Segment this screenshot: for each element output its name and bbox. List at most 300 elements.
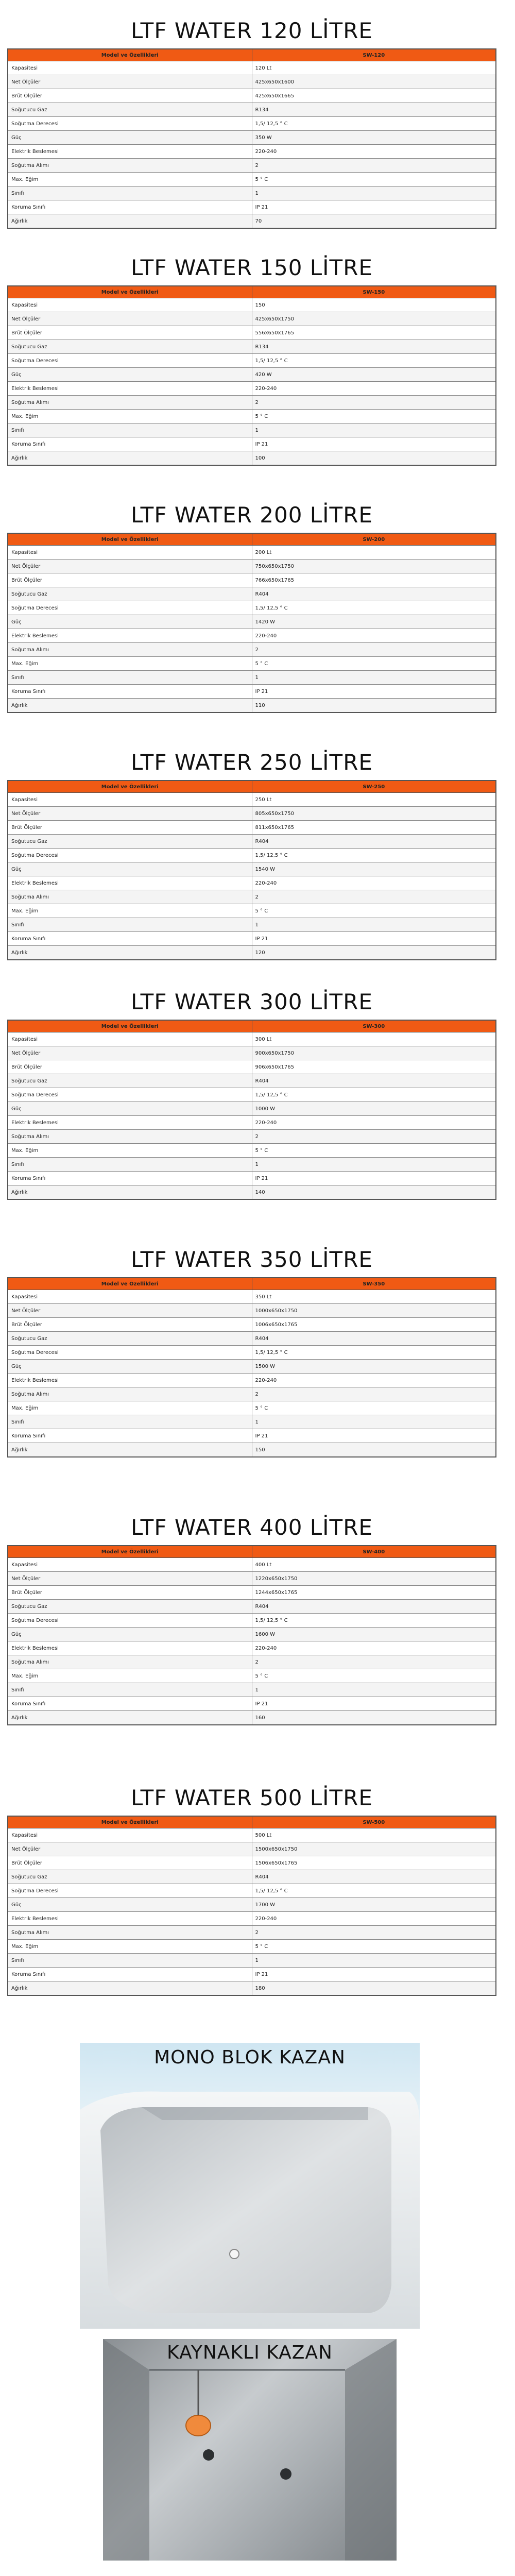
spec-table [7,1816,496,1996]
spec-value: 500 Lt [252,1828,496,1842]
spec-label: Güç [8,1628,252,1641]
table-row [8,573,496,587]
spec-value: R404 [252,835,496,849]
spec-value: 5 ° C [252,1940,496,1954]
spec-value: IP 21 [252,1172,496,1185]
table-row [8,876,496,890]
section-title: LTF WATER 250 LİTRE [131,750,373,775]
spec-section-300 [7,987,496,1200]
spec-value: IP 21 [252,1429,496,1443]
spec-label: Elektrik Beslemesi [8,1374,252,1387]
float-ball-icon [186,2415,211,2436]
table-row [8,685,496,699]
spec-value: 420 W [252,368,496,382]
spec-label: Soğutma Derecesi [8,1088,252,1102]
spec-value: 220-240 [252,1374,496,1387]
header-model-features: Model ve Özellikleri [8,1278,252,1290]
spec-label: Güç [8,1898,252,1912]
spec-label: Brüt Ölçüler [8,1318,252,1332]
spec-label: Soğutma Derecesi [8,601,252,615]
spec-label: Kapasitesi [8,61,252,75]
spec-value: 100 [252,451,496,466]
spec-label: Net Ölçüler [8,1842,252,1856]
outlet-icon [203,2449,214,2461]
spec-value: 2 [252,1655,496,1669]
spec-value: 350 W [252,131,496,145]
table-row [8,312,496,326]
spec-value: IP 21 [252,437,496,451]
spec-value: 5 ° C [252,1144,496,1158]
spec-table [7,1277,496,1458]
spec-label: Koruma Sınıfı [8,932,252,946]
table-row [8,396,496,410]
spec-label: Sınıfı [8,1683,252,1697]
spec-label: Soğutma Derecesi [8,849,252,862]
spec-value: 5 ° C [252,173,496,187]
spec-value: 300 Lt [252,1032,496,1046]
table-row [8,89,496,103]
table-row [8,340,496,354]
spec-label: Net Ölçüler [8,1572,252,1586]
table-row [8,437,496,451]
header-model-code: SW-500 [252,1816,496,1828]
table-row [8,1968,496,1981]
table-row [8,1374,496,1387]
spec-label: Soğutma Alımı [8,643,252,657]
spec-label: Soğutma Alımı [8,1387,252,1401]
spec-label: Elektrik Beslemesi [8,876,252,890]
table-row [8,671,496,685]
spec-label: Güç [8,131,252,145]
spec-value: R404 [252,1600,496,1614]
table-row [8,1711,496,1725]
spec-label: Soğutucu Gaz [8,1332,252,1346]
table-row [8,1443,496,1458]
table-row [8,1032,496,1046]
header-model-code: SW-300 [252,1020,496,1032]
spec-label: Soğutma Derecesi [8,1346,252,1360]
spec-value: 1500 W [252,1360,496,1374]
spec-value: 250 Lt [252,793,496,807]
spec-label: Elektrik Beslemesi [8,145,252,159]
spec-label: Net Ölçüler [8,807,252,821]
table-row [8,1683,496,1697]
table-row [8,187,496,200]
spec-value: 1506x650x1765 [252,1856,496,1870]
spec-label: Soğutma Derecesi [8,1884,252,1898]
spec-value: 70 [252,214,496,229]
spec-value: 5 ° C [252,657,496,671]
header-model-code: SW-250 [252,781,496,793]
spec-section-200 [7,500,496,713]
table-row [8,1697,496,1711]
header-model-features: Model ve Özellikleri [8,781,252,793]
spec-value: 220-240 [252,1641,496,1655]
mono-blok-kazan-photo [80,2043,420,2329]
table-row [8,918,496,932]
spec-value: 2 [252,890,496,904]
spec-label: Ağırlık [8,946,252,960]
spec-value: 1600 W [252,1628,496,1641]
spec-value: 120 [252,946,496,960]
table-row [8,1429,496,1443]
table-row [8,1102,496,1116]
photo-title: KAYNAKLI KAZAN [167,2342,333,2363]
header-model-features: Model ve Özellikleri [8,533,252,546]
spec-label: Brüt Ölçüler [8,1586,252,1600]
table-row [8,1387,496,1401]
spec-value: 1000x650x1750 [252,1304,496,1318]
spec-value: 1 [252,1158,496,1172]
table-row [8,862,496,876]
table-row [8,117,496,131]
spec-table [7,780,496,960]
table-row [8,1912,496,1926]
spec-label: Sınıfı [8,423,252,437]
table-row [8,1088,496,1102]
spec-value: 1,5/ 12,5 ° C [252,117,496,131]
spec-value: 1244x650x1765 [252,1586,496,1600]
spec-value: 150 [252,1443,496,1458]
spec-table [7,533,496,713]
table-row [8,1290,496,1304]
spec-label: Brüt Ölçüler [8,821,252,835]
table-row [8,932,496,946]
spec-label: Kapasitesi [8,793,252,807]
spec-table [7,1545,496,1725]
table-row [8,1572,496,1586]
spec-value: 1,5/ 12,5 ° C [252,1088,496,1102]
table-row [8,1981,496,1996]
table-row [8,587,496,601]
table-row [8,423,496,437]
spec-label: Ağırlık [8,1443,252,1458]
spec-value: 1,5/ 12,5 ° C [252,1346,496,1360]
spec-value: 556x650x1765 [252,326,496,340]
spec-value: 1,5/ 12,5 ° C [252,354,496,368]
table-row [8,1401,496,1415]
table-row [8,1641,496,1655]
table-row [8,946,496,960]
header-model-features: Model ve Özellikleri [8,49,252,61]
table-row [8,410,496,423]
spec-label: Elektrik Beslemesi [8,1912,252,1926]
spec-value: 1 [252,1683,496,1697]
table-row [8,1614,496,1628]
header-model-code: SW-120 [252,49,496,61]
spec-label: Brüt Ölçüler [8,1856,252,1870]
header-model-features: Model ve Özellikleri [8,1546,252,1558]
spec-value: IP 21 [252,1968,496,1981]
spec-value: IP 21 [252,200,496,214]
spec-label: Soğutma Alımı [8,159,252,173]
spec-label: Ağırlık [8,214,252,229]
spec-value: 110 [252,699,496,713]
table-row [8,1304,496,1318]
spec-label: Max. Eğim [8,657,252,671]
spec-value: 220-240 [252,145,496,159]
spec-label: Kapasitesi [8,546,252,560]
table-row [8,1074,496,1088]
table-row [8,601,496,615]
table-row [8,1172,496,1185]
table-row [8,849,496,862]
section-title: LTF WATER 200 LİTRE [131,502,373,528]
spec-section-400 [7,1512,496,1725]
spec-section-120 [7,15,496,229]
spec-label: Koruma Sınıfı [8,685,252,699]
spec-value: 200 Lt [252,546,496,560]
spec-value: 805x650x1750 [252,807,496,821]
table-row [8,1558,496,1572]
spec-table [7,1020,496,1200]
table-row [8,451,496,466]
spec-value: 1 [252,918,496,932]
table-row [8,1046,496,1060]
table-row [8,1415,496,1429]
drain-hole-icon [230,2249,239,2259]
header-model-features: Model ve Özellikleri [8,1020,252,1032]
spec-value: 1,5/ 12,5 ° C [252,1884,496,1898]
table-row [8,75,496,89]
section-title: LTF WATER 400 LİTRE [131,1515,373,1540]
spec-label: Max. Eğim [8,410,252,423]
spec-section-500 [7,1783,496,1996]
header-model-code: SW-400 [252,1546,496,1558]
spec-value: 120 Lt [252,61,496,75]
table-row [8,159,496,173]
spec-label: Brüt Ölçüler [8,1060,252,1074]
header-model-code: SW-150 [252,286,496,298]
spec-label: Ağırlık [8,699,252,713]
header-model-features: Model ve Özellikleri [8,286,252,298]
table-row [8,807,496,821]
spec-label: Kapasitesi [8,1558,252,1572]
table-row [8,1669,496,1683]
table-row [8,1870,496,1884]
spec-value: 5 ° C [252,410,496,423]
spec-value: 220-240 [252,1116,496,1130]
spec-value: 220-240 [252,629,496,643]
spec-label: Güç [8,368,252,382]
outlet-icon [280,2468,291,2480]
table-row [8,560,496,573]
spec-label: Soğutma Alımı [8,396,252,410]
table-row [8,1884,496,1898]
table-row [8,1586,496,1600]
spec-label: Elektrik Beslemesi [8,1116,252,1130]
table-row [8,1144,496,1158]
spec-label: Koruma Sınıfı [8,1697,252,1711]
table-row [8,1185,496,1200]
table-row [8,1346,496,1360]
spec-value: IP 21 [252,685,496,699]
spec-label: Max. Eğim [8,904,252,918]
spec-label: Ağırlık [8,1981,252,1996]
spec-value: R404 [252,1332,496,1346]
spec-value: 1 [252,671,496,685]
photo-title: MONO BLOK KAZAN [154,2047,346,2068]
spec-label: Soğutucu Gaz [8,1074,252,1088]
spec-label: Soğutma Alımı [8,1926,252,1940]
spec-value: 400 Lt [252,1558,496,1572]
spec-label: Kapasitesi [8,1828,252,1842]
spec-label: Max. Eğim [8,1144,252,1158]
spec-value: R404 [252,1074,496,1088]
spec-label: Sınıfı [8,1415,252,1429]
spec-label: Elektrik Beslemesi [8,1641,252,1655]
spec-value: R404 [252,587,496,601]
sink-basin-illustration [80,2043,420,2329]
spec-value: 160 [252,1711,496,1725]
spec-value: 220-240 [252,382,496,396]
table-row [8,643,496,657]
table-row [8,699,496,713]
spec-label: Max. Eğim [8,173,252,187]
spec-label: Soğutma Alımı [8,1130,252,1144]
table-row [8,131,496,145]
spec-label: Güç [8,1102,252,1116]
spec-label: Kapasitesi [8,298,252,312]
spec-value: R134 [252,340,496,354]
welded-tank-illustration [103,2339,397,2561]
spec-label: Max. Eğim [8,1401,252,1415]
spec-value: 350 Lt [252,1290,496,1304]
spec-label: Sınıfı [8,918,252,932]
spec-table [7,285,496,466]
table-row [8,298,496,312]
table-row [8,214,496,229]
table-row [8,103,496,117]
spec-label: Koruma Sınıfı [8,1968,252,1981]
table-row [8,368,496,382]
table-row [8,1360,496,1374]
spec-value: 906x650x1765 [252,1060,496,1074]
table-row [8,1655,496,1669]
section-title: LTF WATER 500 LİTRE [131,1785,373,1810]
spec-label: Ağırlık [8,1711,252,1725]
table-row [8,326,496,340]
spec-label: Güç [8,1360,252,1374]
spec-value: 2 [252,1387,496,1401]
table-row [8,1060,496,1074]
spec-section-250 [7,747,496,960]
spec-label: Ağırlık [8,1185,252,1200]
spec-label: Soğutma Alımı [8,1655,252,1669]
table-row [8,1116,496,1130]
spec-value: R404 [252,1870,496,1884]
spec-value: 180 [252,1981,496,1996]
spec-label: Net Ölçüler [8,1046,252,1060]
spec-label: Max. Eğim [8,1940,252,1954]
table-row [8,61,496,75]
spec-value: 150 [252,298,496,312]
table-row [8,382,496,396]
spec-label: Net Ölçüler [8,1304,252,1318]
spec-label: Soğutucu Gaz [8,1870,252,1884]
spec-label: Soğutma Derecesi [8,117,252,131]
header-model-code: SW-200 [252,533,496,546]
spec-label: Kapasitesi [8,1032,252,1046]
table-row [8,629,496,643]
table-row [8,1628,496,1641]
spec-value: 1,5/ 12,5 ° C [252,849,496,862]
spec-value: 2 [252,1130,496,1144]
table-row [8,1130,496,1144]
spec-table [7,48,496,229]
section-title: LTF WATER 300 LİTRE [131,989,373,1014]
table-row [8,1898,496,1912]
spec-value: 220-240 [252,1912,496,1926]
spec-value: 1540 W [252,862,496,876]
spec-label: Soğutma Derecesi [8,1614,252,1628]
table-row [8,1600,496,1614]
table-row [8,145,496,159]
spec-label: Soğutucu Gaz [8,1600,252,1614]
spec-value: 1,5/ 12,5 ° C [252,1614,496,1628]
spec-label: Soğutucu Gaz [8,835,252,849]
spec-label: Sınıfı [8,187,252,200]
spec-label: Soğutucu Gaz [8,103,252,117]
spec-value: 1000 W [252,1102,496,1116]
table-row [8,1828,496,1842]
spec-label: Soğutma Alımı [8,890,252,904]
spec-value: 425x650x1665 [252,89,496,103]
spec-value: 5 ° C [252,904,496,918]
spec-label: Güç [8,615,252,629]
spec-value: 766x650x1765 [252,573,496,587]
spec-value: 140 [252,1185,496,1200]
spec-value: 1006x650x1765 [252,1318,496,1332]
spec-label: Soğutucu Gaz [8,340,252,354]
spec-value: 1 [252,187,496,200]
spec-section-150 [7,252,496,466]
spec-value: 2 [252,1926,496,1940]
spec-label: Güç [8,862,252,876]
spec-label: Elektrik Beslemesi [8,629,252,643]
spec-value: 5 ° C [252,1401,496,1415]
spec-value: IP 21 [252,1697,496,1711]
spec-label: Elektrik Beslemesi [8,382,252,396]
kaynakli-kazan-photo [103,2339,397,2561]
spec-label: Soğutucu Gaz [8,587,252,601]
table-row [8,1940,496,1954]
table-row [8,890,496,904]
spec-label: Koruma Sınıfı [8,200,252,214]
spec-value: 1220x650x1750 [252,1572,496,1586]
table-row [8,904,496,918]
spec-section-350 [7,1244,496,1458]
table-row [8,657,496,671]
table-row [8,1318,496,1332]
section-title: LTF WATER 120 LİTRE [131,18,373,43]
table-row [8,200,496,214]
spec-value: 1 [252,423,496,437]
table-row [8,173,496,187]
table-row [8,615,496,629]
spec-label: Max. Eğim [8,1669,252,1683]
spec-label: Koruma Sınıfı [8,1429,252,1443]
table-row [8,821,496,835]
spec-value: 5 ° C [252,1669,496,1683]
spec-label: Sınıfı [8,1158,252,1172]
table-row [8,354,496,368]
spec-label: Ağırlık [8,451,252,466]
spec-value: IP 21 [252,932,496,946]
table-row [8,1856,496,1870]
table-row [8,1926,496,1940]
spec-value: 1 [252,1954,496,1968]
